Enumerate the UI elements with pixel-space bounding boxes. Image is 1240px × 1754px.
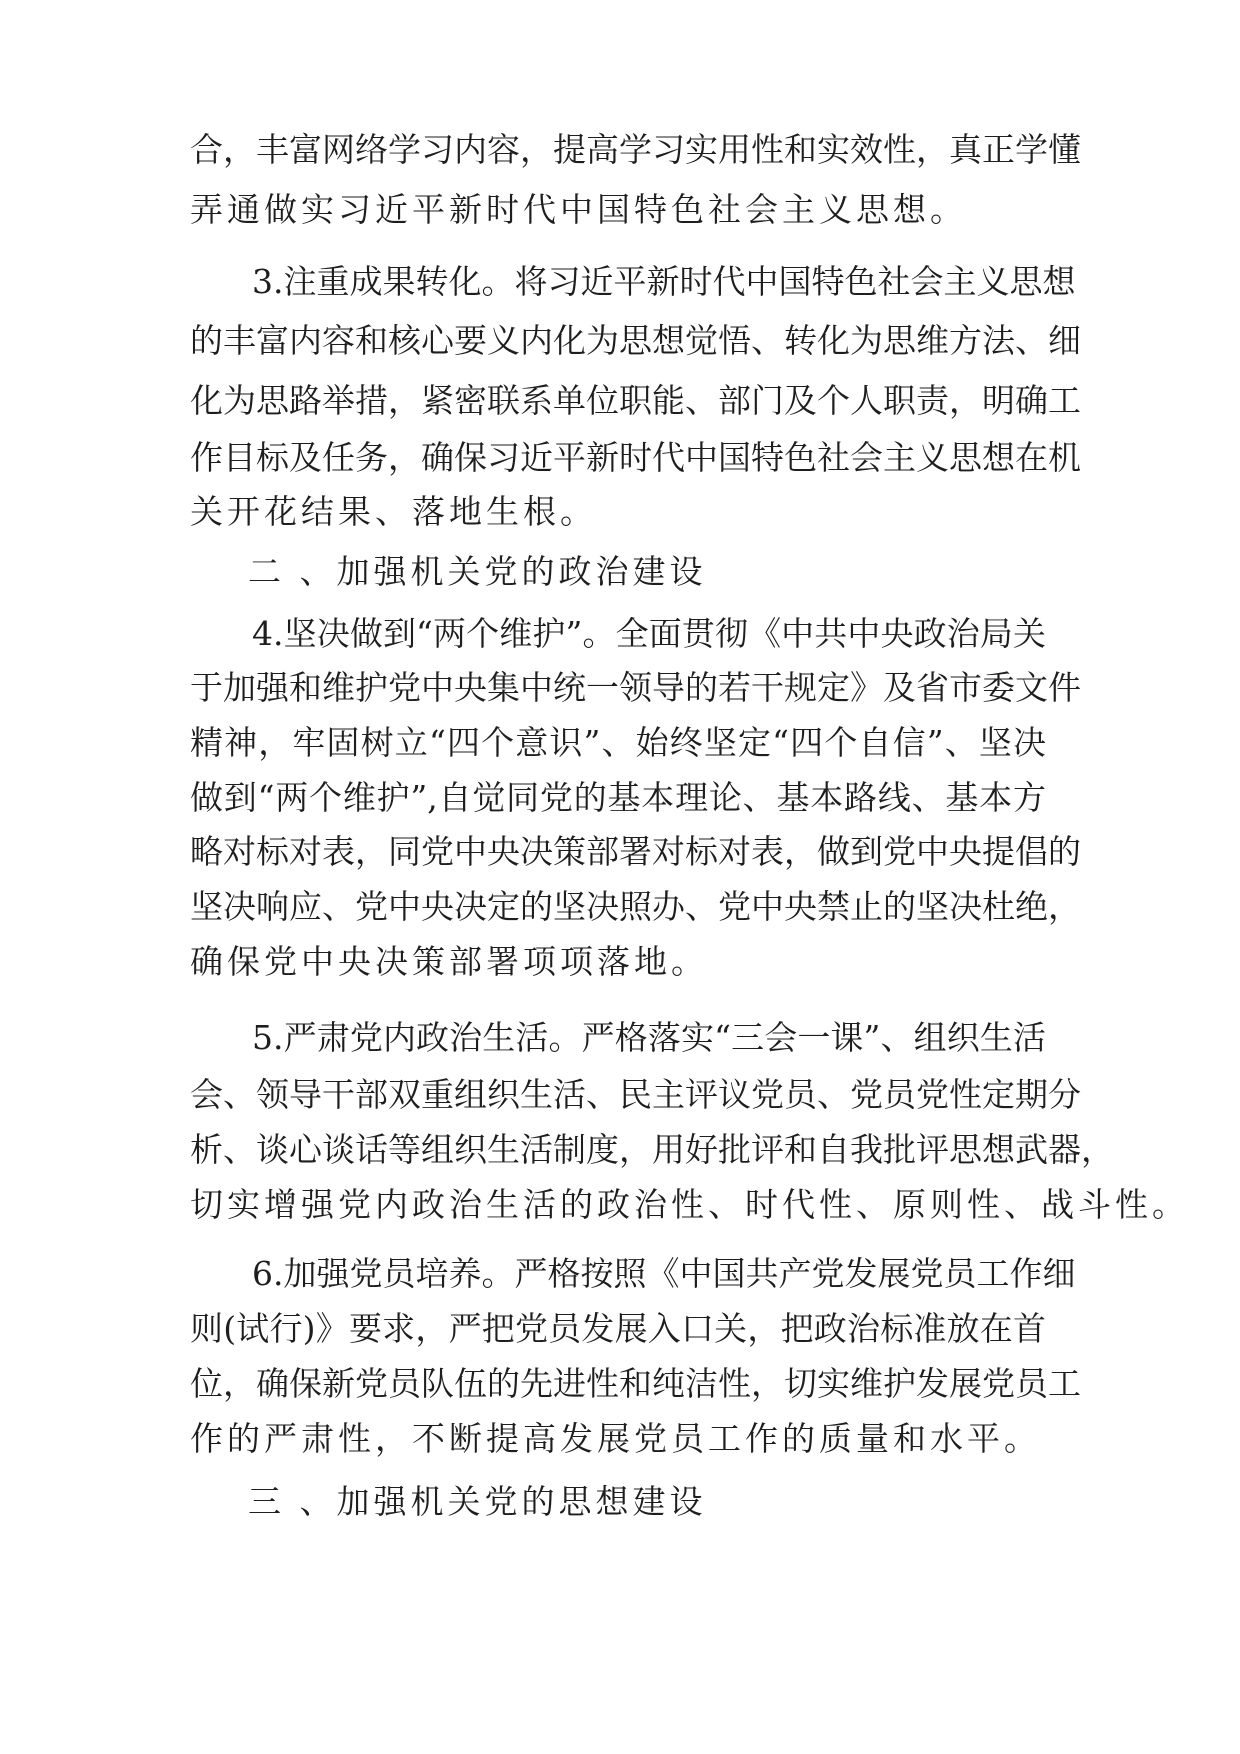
paragraph-line: 会、领导干部双重组织生活、民主评议党员、党员党性定期分 [190,1075,1081,1114]
paragraph-line: 精神，牢固树立“四个意识”、始终坚定“四个自信”、坚决 [190,723,1046,762]
paragraph-line: 作目标及任务，确保习近平新时代中国特色社会主义思想在机 [190,438,1081,477]
paragraph-line: 6.加强党员培养。严格按照《中国共产党发展党员工作细 [252,1254,1076,1293]
paragraph-line: 于加强和维护党中央集中统一领导的若干规定》及省市委文件 [190,668,1081,707]
paragraph-line: 5.严肃党内政治生活。严格落实“三会一课”、组织生活 [252,1018,1046,1057]
paragraph-line: 关开花结果、落地生根。 [190,492,597,531]
paragraph-line: 略对标对表，同党中央决策部署对标对表，做到党中央提倡的 [190,832,1081,871]
paragraph-line: 化为思路举措，紧密联系单位职能、部门及个人职责，明确工 [190,381,1081,420]
section-heading: 三 、加强机关党的思想建设 [248,1482,707,1521]
paragraph-line: 弄通做实习近平新时代中国特色社会主义思想。 [190,190,967,229]
paragraph-line: 确保党中央决策部署项项落地。 [190,942,708,981]
paragraph-line: 合，丰富网络学习内容，提高学习实用性和实效性，真正学懂 [190,130,1081,169]
paragraph-line: 作的严肃性，不断提高发展党员工作的质量和水平。 [190,1419,1041,1458]
paragraph-line: 做到“两个维护”,自觉同党的基本理论、基本路线、基本方 [190,778,1046,817]
paragraph-line: 位，确保新党员队伍的先进性和纯洁性，切实维护发展党员工 [190,1364,1081,1403]
paragraph-line: 的丰富内容和核心要义内化为思想觉悟、转化为思维方法、细 [190,321,1081,360]
section-heading: 二 、加强机关党的政治建设 [248,552,707,591]
paragraph-line: 3.注重成果转化。将习近平新时代中国特色社会主义思想 [252,262,1076,301]
paragraph-line: 析、谈心谈话等组织生活制度，用好批评和自我批评思想武器， [190,1130,1114,1169]
paragraph-line: 坚决响应、党中央决定的坚决照办、党中央禁止的坚决杜绝， [190,887,1081,926]
paragraph-line: 则(试行)》要求，严把党员发展入口关，把政治标准放在首 [190,1309,1046,1348]
paragraph-line: 切实增强党内政治生活的政治性、时代性、原则性、战斗性。 [190,1185,1189,1224]
paragraph-line: 4.坚决做到“两个维护”。全面贯彻《中共中央政治局关 [252,614,1046,653]
